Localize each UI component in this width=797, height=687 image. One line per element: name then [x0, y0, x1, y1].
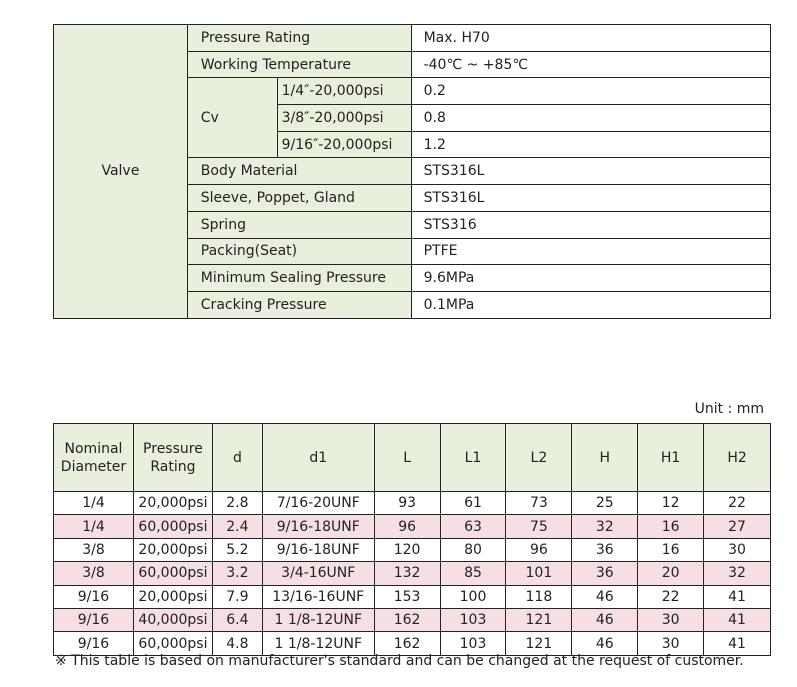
table-cell: 16 — [638, 538, 704, 561]
table-cell: 60,000psi — [133, 515, 212, 538]
table-row — [54, 515, 771, 538]
table-cell: 27 — [704, 515, 771, 538]
table-cell: 13/16-16UNF — [262, 585, 374, 608]
table-cell: 1/4 — [54, 492, 134, 515]
cv-value: 0.2 — [411, 78, 770, 105]
dimension-header-row — [54, 424, 771, 492]
table-cell: 46 — [572, 608, 638, 631]
table-cell: 30 — [638, 632, 704, 655]
table-cell: 9/16 — [54, 608, 134, 631]
table-cell: 36 — [572, 562, 638, 585]
table-cell: 61 — [440, 492, 506, 515]
table-cell: 120 — [374, 538, 440, 561]
column-header: H1 — [638, 424, 704, 492]
table-cell: 96 — [374, 515, 440, 538]
table-cell: 22 — [638, 585, 704, 608]
table-cell: 60,000psi — [133, 562, 212, 585]
table-cell: 3.2 — [212, 562, 262, 585]
table-cell: 46 — [572, 632, 638, 655]
spec-label: Sleeve, Poppet, Gland — [187, 185, 411, 212]
spec-label: Spring — [187, 211, 411, 238]
column-header: d1 — [262, 424, 374, 492]
spec-label: Packing(Seat) — [187, 238, 411, 265]
table-cell: 7/16-20UNF — [262, 492, 374, 515]
table-cell: 153 — [374, 585, 440, 608]
unit-label: Unit : mm — [694, 401, 764, 417]
table-cell: 162 — [374, 608, 440, 631]
table-cell: 121 — [506, 632, 572, 655]
table-cell: 20,000psi — [133, 585, 212, 608]
table-cell: 80 — [440, 538, 506, 561]
column-header: H — [572, 424, 638, 492]
spec-label: Cracking Pressure — [187, 291, 411, 318]
table-cell: 46 — [572, 585, 638, 608]
column-header: L — [374, 424, 440, 492]
table-cell: 22 — [704, 492, 771, 515]
table-cell: 132 — [374, 562, 440, 585]
spec-label: Body Material — [187, 158, 411, 185]
spec-value: Max. H70 — [411, 25, 770, 52]
spec-value: STS316L — [411, 185, 770, 212]
table-cell: 100 — [440, 585, 506, 608]
valve-spec-table — [53, 24, 771, 319]
table-cell: 12 — [638, 492, 704, 515]
table-cell: 103 — [440, 632, 506, 655]
table-cell: 20,000psi — [133, 492, 212, 515]
spec-value: 0.1MPa — [411, 291, 770, 318]
table-cell: 1 1/8-12UNF — [262, 608, 374, 631]
column-header: H2 — [704, 424, 771, 492]
table-row — [54, 632, 771, 655]
spec-row — [54, 25, 771, 52]
table-cell: 63 — [440, 515, 506, 538]
table-cell: 2.4 — [212, 515, 262, 538]
cv-size: 9/16″-20,000psi — [277, 131, 411, 158]
footnote: ※ This table is based on manufacturer's standard and can be changed at the request of customer. — [55, 653, 744, 669]
cv-size: 1/4″-20,000psi — [277, 78, 411, 105]
spec-value: STS316L — [411, 158, 770, 185]
table-cell: 73 — [506, 492, 572, 515]
spec-value: PTFE — [411, 238, 770, 265]
table-cell: 1/4 — [54, 515, 134, 538]
cv-label: Cv — [187, 78, 277, 158]
table-cell: 96 — [506, 538, 572, 561]
table-cell: 20,000psi — [133, 538, 212, 561]
table-cell: 121 — [506, 608, 572, 631]
table-cell: 20 — [638, 562, 704, 585]
table-cell: 1 1/8-12UNF — [262, 632, 374, 655]
column-header: d — [212, 424, 262, 492]
spec-value: 9.6MPa — [411, 265, 770, 292]
spec-value: STS316 — [411, 211, 770, 238]
cv-value: 0.8 — [411, 105, 770, 132]
table-cell: 101 — [506, 562, 572, 585]
table-cell: 32 — [572, 515, 638, 538]
dimension-table — [53, 423, 771, 656]
spec-label: Working Temperature — [187, 51, 411, 78]
table-cell: 30 — [704, 538, 771, 561]
column-header: Nominal Diameter — [54, 424, 134, 492]
table-cell: 16 — [638, 515, 704, 538]
table-row — [54, 585, 771, 608]
table-cell: 4.8 — [212, 632, 262, 655]
table-cell: 25 — [572, 492, 638, 515]
table-cell: 32 — [704, 562, 771, 585]
table-cell: 40,000psi — [133, 608, 212, 631]
table-row — [54, 492, 771, 515]
column-header: Pressure Rating — [133, 424, 212, 492]
table-cell: 9/16 — [54, 585, 134, 608]
table-row — [54, 538, 771, 561]
table-cell: 3/8 — [54, 562, 134, 585]
table-cell: 3/8 — [54, 538, 134, 561]
table-cell: 5.2 — [212, 538, 262, 561]
table-cell: 9/16-18UNF — [262, 538, 374, 561]
table-cell: 93 — [374, 492, 440, 515]
table-cell: 41 — [704, 632, 771, 655]
table-cell: 85 — [440, 562, 506, 585]
table-row — [54, 608, 771, 631]
table-cell: 6.4 — [212, 608, 262, 631]
cv-size: 3/8″-20,000psi — [277, 105, 411, 132]
table-cell: 7.9 — [212, 585, 262, 608]
table-cell: 30 — [638, 608, 704, 631]
table-cell: 3/4-16UNF — [262, 562, 374, 585]
table-cell: 9/16-18UNF — [262, 515, 374, 538]
table-cell: 2.8 — [212, 492, 262, 515]
spec-label: Minimum Sealing Pressure — [187, 265, 411, 292]
table-cell: 162 — [374, 632, 440, 655]
table-cell: 75 — [506, 515, 572, 538]
table-cell: 103 — [440, 608, 506, 631]
group-label-valve: Valve — [54, 25, 188, 319]
cv-value: 1.2 — [411, 131, 770, 158]
table-cell: 118 — [506, 585, 572, 608]
column-header: L2 — [506, 424, 572, 492]
table-cell: 9/16 — [54, 632, 134, 655]
table-cell: 41 — [704, 608, 771, 631]
table-cell: 36 — [572, 538, 638, 561]
table-row — [54, 562, 771, 585]
table-cell: 60,000psi — [133, 632, 212, 655]
table-cell: 41 — [704, 585, 771, 608]
spec-label: Pressure Rating — [187, 25, 411, 52]
spec-value: -40℃ ~ +85℃ — [411, 51, 770, 78]
column-header: L1 — [440, 424, 506, 492]
